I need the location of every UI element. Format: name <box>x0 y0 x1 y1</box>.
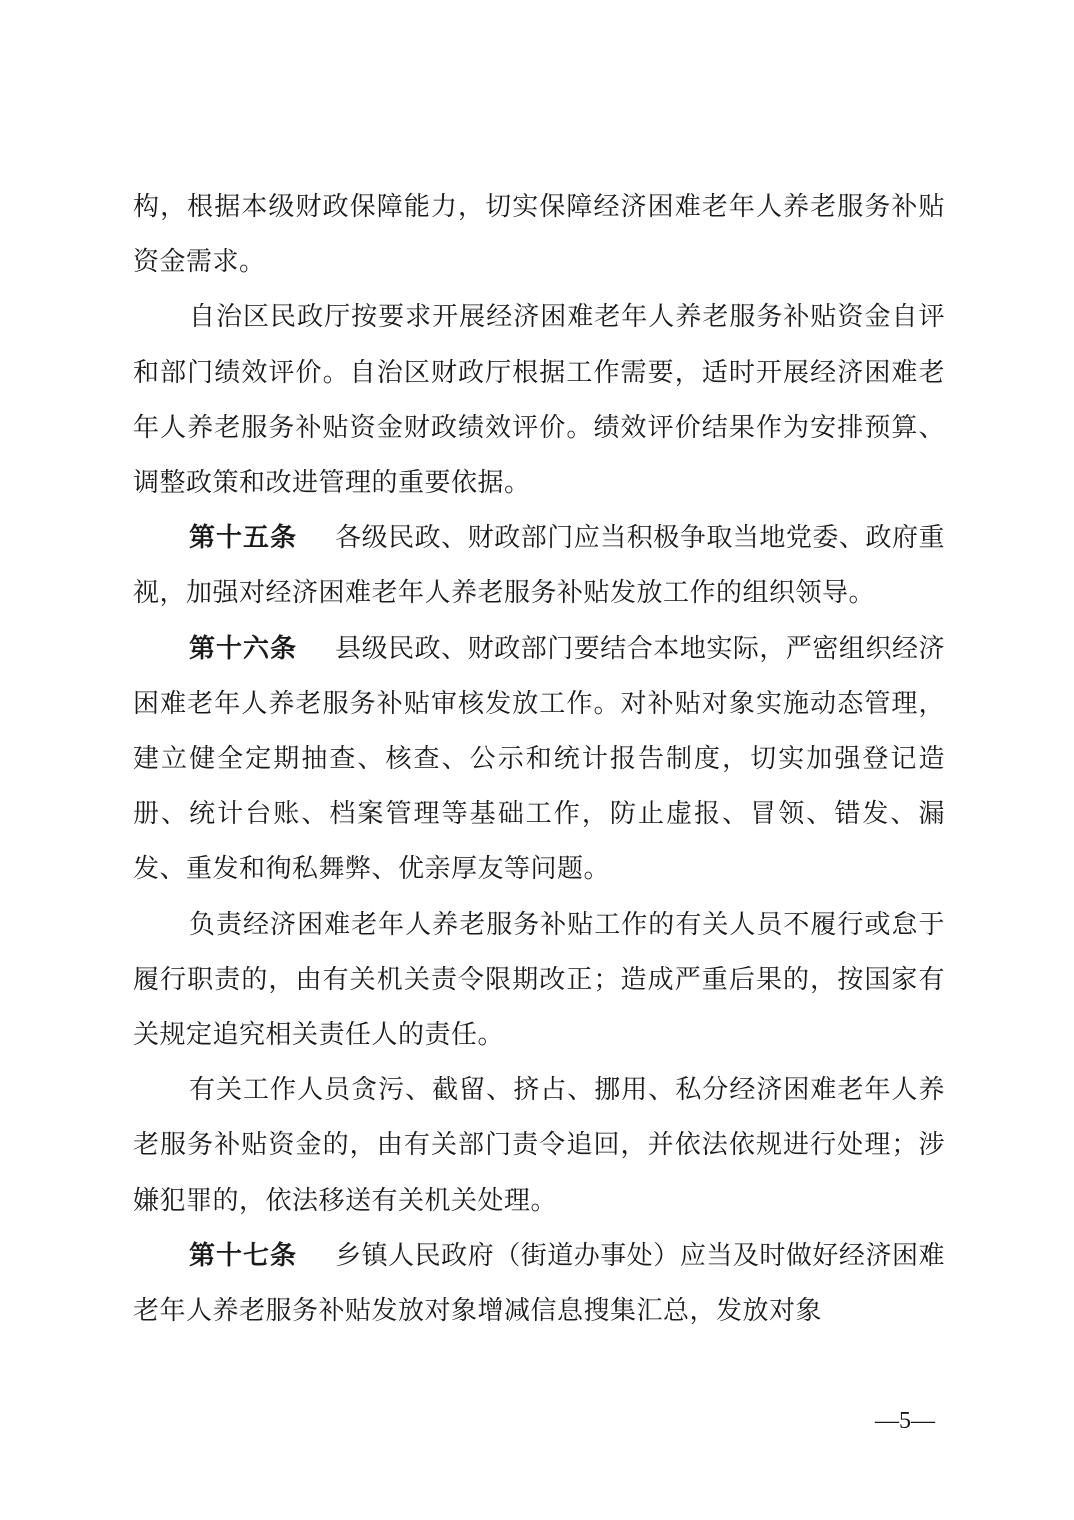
paragraph-text: 构，根据本级财政保障能力，切实保障经济困难老年人养老服务补贴资金需求。 <box>133 192 945 278</box>
paragraph-text: 县级民政、财政部门要结合本地实际，严密组织经济困难老年人养老服务补贴审核发放工作。对补贴对象实施动态管理，建立健全定期抽查、核查、公示和统计报告制度，切实加强登记造册、统计台账、档案管理等基础工作，防止虚报、冒领、错发、漏发、重发和徇私舞弊、优亲厚友等问题。 <box>133 633 945 885</box>
article-number: 第十五条 <box>189 523 298 554</box>
paragraph-text: 负责经济困难老年人养老服务补贴工作的有关人员不履行或怠于履行职责的，由有关机关责令限期改正；造成严重后果的，按国家有关规定追究相关责任人的责任。 <box>133 909 945 1051</box>
paragraph-2 <box>133 290 945 511</box>
paragraph-1 <box>133 180 945 290</box>
page-number: —5— <box>875 1408 935 1434</box>
paragraph-6 <box>133 1063 945 1229</box>
paragraph-text: 有关工作人员贪污、截留、挤占、挪用、私分经济困难老年人养老服务补贴资金的，由有关部门责令追回，并依法依规进行处理；涉嫌犯罪的，依法移送有关机关处理。 <box>133 1075 945 1216</box>
article-number: 第十七条 <box>189 1240 298 1271</box>
paragraph-text: 各级民政、财政部门应当积极争取当地党委、政府重视，加强对经济困难老年人养老服务补贴发放工作的组织领导。 <box>133 523 945 609</box>
article-16 <box>133 622 945 898</box>
paragraph-text: 自治区民政厅按要求开展经济困难老年人养老服务补贴资金自评和部门绩效评价。自治区财政厅根据工作需要，适时开展经济困难老年人养老服务补贴资金财政绩效评价。绩效评价结果作为安排预算、调整政策和改进管理的重要依据。 <box>133 302 945 499</box>
article-15 <box>133 511 945 621</box>
paragraph-5 <box>133 898 945 1064</box>
paragraph-text: 乡镇人民政府（街道办事处）应当及时做好经济困难老年人养老服务补贴发放对象增减信息搜集汇总，发放对象 <box>133 1240 945 1327</box>
article-17 <box>133 1229 945 1339</box>
document-body <box>133 180 945 1339</box>
article-number: 第十六条 <box>189 633 298 664</box>
